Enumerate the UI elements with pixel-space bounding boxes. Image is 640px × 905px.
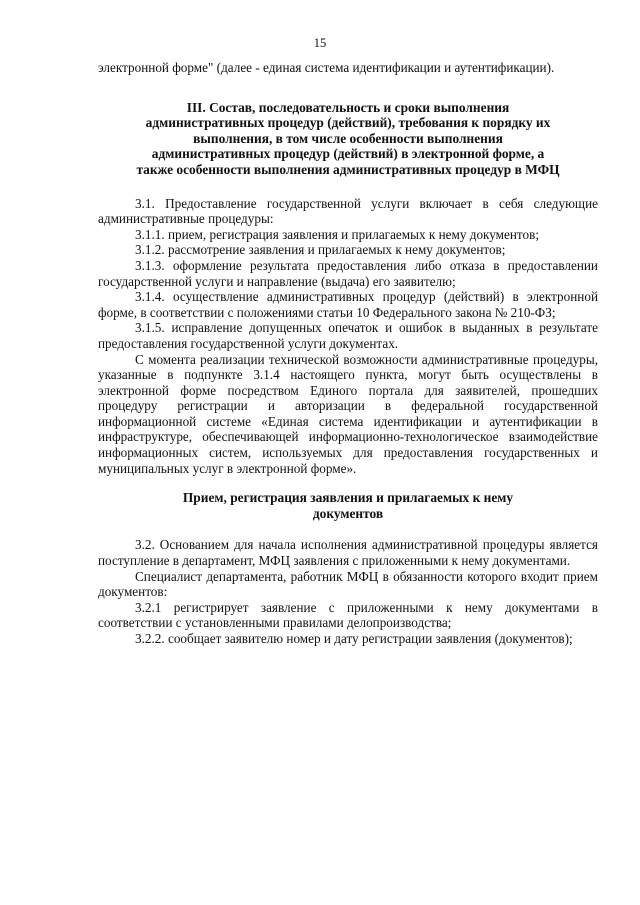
paragraph-3-1-1: 3.1.1. прием, регистрация заявления и прилагаемых к нему документов; <box>135 226 540 242</box>
page-number: 15 <box>313 36 327 50</box>
paragraph-specialist: Специалист департамента, работник МФЦ в обязанности которого входит прием документов: <box>98 568 598 600</box>
paragraph-3-1-5: 3.1.5. исправление допущенных опечаток и ошибок в выданных в результате предоставления государственной услуги документах. <box>98 320 598 351</box>
paragraph-3-1-3: 3.1.3. оформление результата предоставления либо отказа в предоставлении государственной услуги и направление (выдача) его заявителю; <box>98 257 598 289</box>
paragraph-3-1-4: 3.1.4. осуществление административных процедур (действий) в электронной форме, в соответствии с положениями статьи 10 Федерального закона № 210-ФЗ; <box>98 289 598 320</box>
section-heading: III. Состав, последовательность и сроки выполнения административных процедур (действий), требования к порядку их выполнения, в том числе особенности выполнения административных процедур (действий) в электронной форме, а также особенности выполнения административных процедур в МФЦ <box>136 99 560 177</box>
paragraph-3-1: 3.1. Предоставление государственной услуги включает в себя следующие административные процедуры: <box>98 195 598 227</box>
document-body <box>98 60 598 647</box>
paragraph-3-2: 3.2. Основанием для начала исполнения административной процедуры является поступление в департамент, МФЦ заявления с приложенными к нему документами. <box>98 537 598 569</box>
paragraph-electronic-form: С момента реализации технической возможности административные процедуры, указанные в подпункте 3.1.4 настоящего пункта, могут быть осуществлены в электронной форме посредством Единого портала для заявителей, прошедших процедуру регистрации и авторизации в федеральной государственной информационной системе «Единая система идентификации и аутентификации в инфраструктуре, обеспечивающей информационно-технологическое взаимодействие информационных систем, используемых для предоставления государственных и муниципальных услуг в электронной форме». <box>98 351 598 476</box>
intro-paragraph: электронной форме" (далее - единая система идентификации и аутентификации). <box>98 60 555 75</box>
paragraph-3-2-1: 3.2.1 регистрирует заявление с приложенными к нему документами в соответствии с установленными правилами делопроизводства; <box>98 599 598 631</box>
subsection-heading: Прием, регистрация заявления и прилагаемых к нему документов <box>182 490 514 521</box>
paragraph-3-1-2: 3.1.2. рассмотрение заявления и прилагаемых к нему документов; <box>135 242 506 258</box>
paragraph-3-2-2: 3.2.2. сообщает заявителю номер и дату регистрации заявления (документов); <box>135 631 573 646</box>
